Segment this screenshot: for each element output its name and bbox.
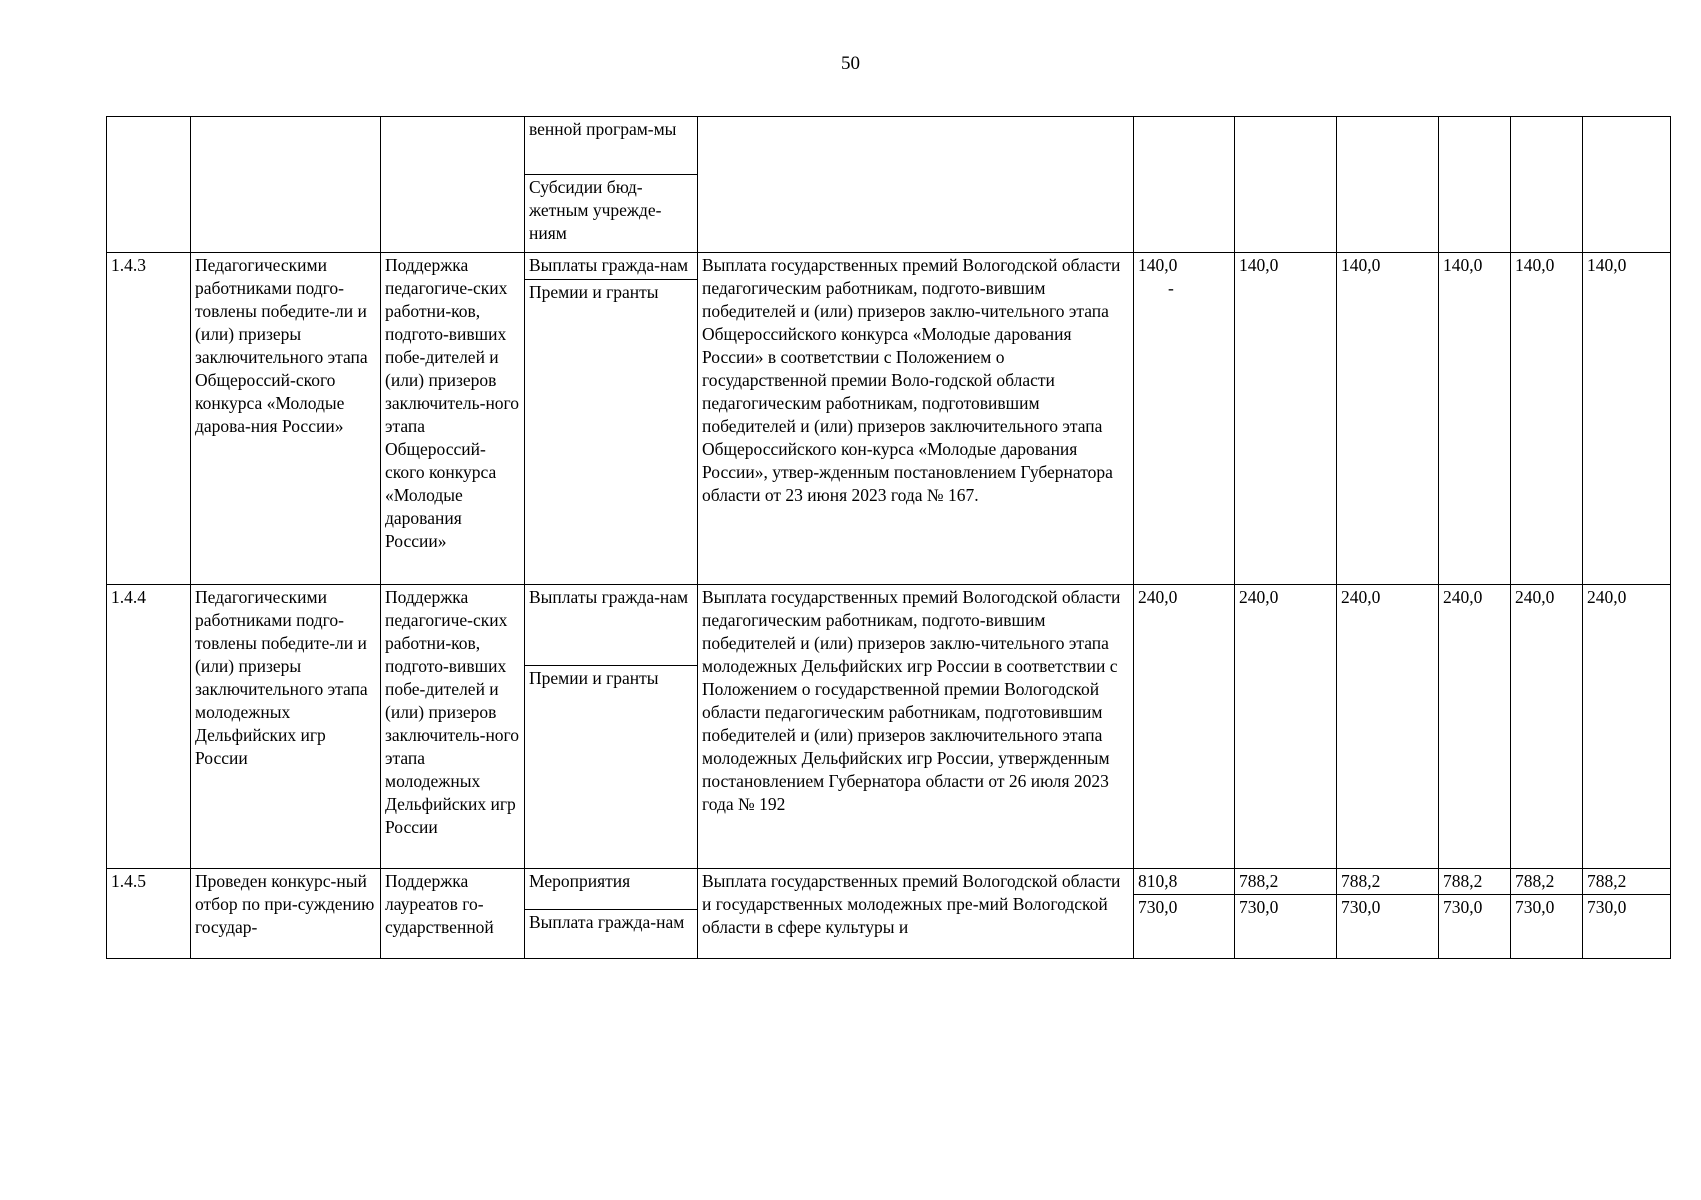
cell-value	[1134, 117, 1235, 253]
cell-funding-type	[525, 585, 698, 869]
page-number: 50	[841, 53, 860, 74]
cell-value	[1583, 117, 1671, 253]
funding-type-top: Выплаты гражда-нам	[525, 585, 697, 666]
cell-value	[1235, 869, 1337, 959]
value-bottom: 730,0	[1239, 897, 1279, 917]
funding-type-bottom: Выплата гражда-нам	[529, 912, 685, 932]
value-bottom: 730,0	[1443, 897, 1483, 917]
table-row-1-4-3	[107, 253, 1671, 585]
table-row-1-4-4	[107, 585, 1671, 869]
cell-funding-type	[525, 869, 698, 959]
cell-event: Поддержка лауреатов го-сударственной	[381, 869, 525, 959]
cell-value: 240,0	[1134, 585, 1235, 869]
cell-description: Выплата государственных премий Вологодской области педагогическим работникам, подгото-вившим победителей и (или) призеров заклю-чительного этапа молодежных Дельфийских игр России в соответствии с Положением о государственной премии Вологодской области педагогическим работникам, подготовившим победителей и (или) призеров заключительного этапа молодежных Дельфийских игр России, утвержденным постановлением Губернатора области от 26 июля 2023 года № 192	[698, 585, 1134, 869]
funding-type-top: Мероприятия	[525, 869, 697, 910]
value-text: 140,0	[1138, 255, 1178, 275]
cell-value: 140,0	[1511, 253, 1583, 585]
cell-value: 240,0	[1235, 585, 1337, 869]
cell-value	[1134, 253, 1235, 585]
funding-type-top: венной програм-мы	[525, 117, 697, 175]
cell-code: 1.4.5	[107, 869, 191, 959]
dash-mark: -	[1168, 278, 1174, 298]
cell-event	[381, 117, 525, 253]
cell-description	[698, 117, 1134, 253]
cell-value: 140,0	[1337, 253, 1439, 585]
cell-code: 1.4.3	[107, 253, 191, 585]
value-top: 810,8	[1134, 869, 1234, 895]
cell-value	[1439, 117, 1511, 253]
value-top: 788,2	[1337, 869, 1438, 895]
cell-value: 140,0	[1235, 253, 1337, 585]
funding-type-top: Выплаты гражда-нам	[525, 253, 697, 280]
table-row-1-4-5	[107, 869, 1671, 959]
cell-event: Поддержка педагогиче-ских работни-ков, подгото-вивших побе-дителей и (или) призеров заключитель-ного этапа Общероссий-ского конкурса «Молодые дарования России»	[381, 253, 525, 585]
value-bottom: 730,0	[1515, 897, 1555, 917]
cell-value	[1511, 869, 1583, 959]
cell-value	[1511, 117, 1583, 253]
program-table	[106, 116, 1671, 959]
cell-value: 240,0	[1439, 585, 1511, 869]
cell-result	[191, 117, 381, 253]
funding-type-bottom: Субсидии бюд-жетным учрежде-ниям	[529, 177, 662, 243]
cell-value	[1337, 869, 1439, 959]
cell-value: 240,0	[1511, 585, 1583, 869]
cell-result: Проведен конкурс-ный отбор по при-суждению государ-	[191, 869, 381, 959]
cell-value	[1583, 869, 1671, 959]
cell-description: Выплата государственных премий Вологодской области педагогическим работникам, подгото-вившим победителей и (или) призеров заклю-чительного этапа Общероссийского конкурса «Молодые дарования России» в соответствии с Положением о государственной премии Воло-годской области педагогическим работникам, подготовившим победителей и (или) призеров заключительного этапа Общероссийского кон-курса «Молодые дарования России», утвер-жденным постановлением Губернатора области от 23 июня 2023 года № 167.	[698, 253, 1134, 585]
cell-value	[1134, 869, 1235, 959]
cell-description: Выплата государственных премий Вологодской области и государственных молодежных пре-мий Вологодской области в сфере культуры и	[698, 869, 1134, 959]
value-top: 788,2	[1511, 869, 1582, 895]
cell-value	[1235, 117, 1337, 253]
funding-type-bottom: Премии и гранты	[529, 282, 659, 302]
value-top: 788,2	[1583, 869, 1670, 895]
cell-value	[1439, 869, 1511, 959]
cell-value: 140,0	[1439, 253, 1511, 585]
cell-event: Поддержка педагогиче-ских работни-ков, подгото-вивших побе-дителей и (или) призеров заключитель-ного этапа молодежных Дельфийских игр России	[381, 585, 525, 869]
value-top: 788,2	[1439, 869, 1510, 895]
cell-value: 240,0	[1583, 585, 1671, 869]
cell-code	[107, 117, 191, 253]
table-row-continuation	[107, 117, 1671, 253]
cell-value: 240,0	[1337, 585, 1439, 869]
cell-funding-type	[525, 117, 698, 253]
value-bottom: 730,0	[1587, 897, 1627, 917]
cell-result: Педагогическими работниками подго-товлены победите-ли и (или) призеры заключительного этапа молодежных Дельфийских игр России	[191, 585, 381, 869]
value-top: 788,2	[1235, 869, 1336, 895]
cell-value: 140,0	[1583, 253, 1671, 585]
value-bottom: 730,0	[1138, 897, 1178, 917]
cell-value	[1337, 117, 1439, 253]
cell-funding-type	[525, 253, 698, 585]
cell-result: Педагогическими работниками подго-товлены победите-ли и (или) призеры заключительного этапа Общероссий-ского конкурса «Молодые дарова-ния России»	[191, 253, 381, 585]
funding-type-bottom: Премии и гранты	[529, 668, 659, 688]
cell-code: 1.4.4	[107, 585, 191, 869]
value-bottom: 730,0	[1341, 897, 1381, 917]
